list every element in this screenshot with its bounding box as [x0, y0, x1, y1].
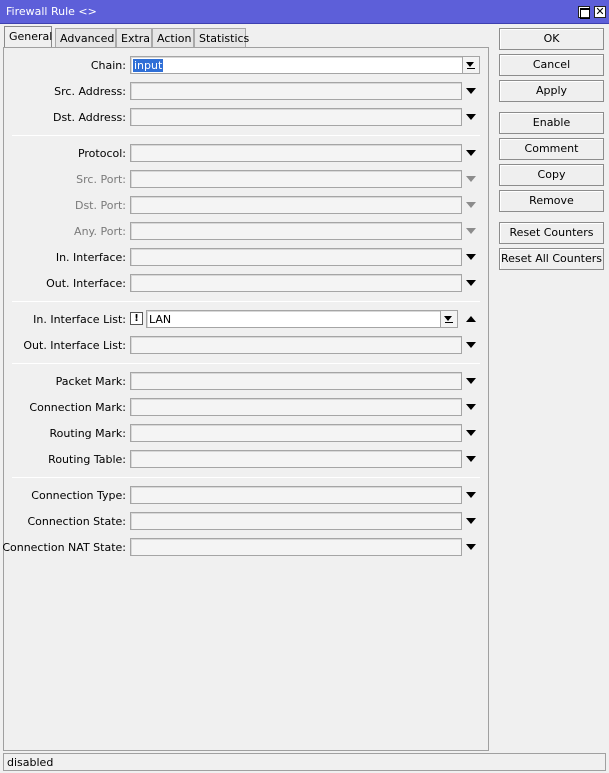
any-port-row [4, 222, 490, 242]
expand-arrow-icon [466, 228, 476, 234]
chain-label: Chain: [90, 59, 126, 72]
packet-mark-label: Packet Mark: [55, 375, 126, 388]
routing-table-field[interactable] [130, 450, 462, 468]
connection-nat-state-label: Connection NAT State: [2, 541, 126, 554]
dst-port-row [4, 196, 490, 216]
reset-counters-button[interactable]: Reset Counters [499, 222, 604, 244]
expand-arrow-icon[interactable] [466, 342, 476, 348]
expand-arrow-icon[interactable] [466, 518, 476, 524]
cancel-button[interactable]: Cancel [499, 54, 604, 76]
in-interface-field[interactable] [130, 248, 462, 266]
expand-arrow-icon[interactable] [466, 114, 476, 120]
any-port-field [130, 222, 462, 240]
expand-arrow-icon[interactable] [466, 404, 476, 410]
in-interface-list-row [4, 310, 490, 330]
expand-arrow-icon[interactable] [466, 254, 476, 260]
connection-type-row [4, 486, 490, 506]
expand-arrow-icon[interactable] [466, 88, 476, 94]
chain-row [4, 56, 490, 76]
maximize-icon[interactable] [578, 6, 590, 18]
routing-table-label: Routing Table: [48, 453, 126, 466]
packet-mark-row [4, 372, 490, 392]
protocol-row [4, 144, 490, 164]
expand-arrow-icon [466, 202, 476, 208]
expand-arrow-icon[interactable] [466, 280, 476, 286]
expand-arrow-icon[interactable] [466, 492, 476, 498]
expand-arrow-icon[interactable] [466, 150, 476, 156]
connection-nat-state-field[interactable] [130, 538, 462, 556]
dropdown-arrow-icon [444, 316, 452, 321]
src-port-row [4, 170, 490, 190]
tab-statistics[interactable]: Statistics [194, 28, 246, 48]
out-interface-label: Out. Interface: [46, 277, 126, 290]
dst-address-row [4, 108, 490, 128]
expand-arrow-icon[interactable] [466, 456, 476, 462]
tab-action[interactable]: Action [152, 28, 194, 48]
general-panel [3, 47, 489, 751]
in-interface-list-dropdown-button[interactable] [440, 311, 457, 327]
routing-mark-field[interactable] [130, 424, 462, 442]
connection-mark-row [4, 398, 490, 418]
out-interface-list-field[interactable] [130, 336, 462, 354]
close-icon[interactable]: ✕ [595, 5, 605, 18]
expand-arrow-icon[interactable] [466, 430, 476, 436]
tab-extra[interactable]: Extra [116, 28, 152, 48]
src-address-field[interactable] [130, 82, 462, 100]
enable-button[interactable]: Enable [499, 112, 604, 134]
src-port-label: Src. Port: [76, 173, 126, 186]
routing-mark-row [4, 424, 490, 444]
reset-all-counters-button[interactable]: Reset All Counters [499, 248, 604, 270]
status-text: disabled [7, 756, 54, 769]
routing-mark-label: Routing Mark: [49, 427, 126, 440]
separator [12, 363, 480, 364]
window-title: Firewall Rule <> [6, 5, 97, 18]
connection-state-row [4, 512, 490, 532]
status-bar [3, 753, 606, 771]
any-port-label: Any. Port: [74, 225, 126, 238]
src-address-label: Src. Address: [54, 85, 126, 98]
negate-toggle[interactable]: ! [130, 312, 143, 325]
src-address-row [4, 82, 490, 102]
expand-arrow-icon [466, 176, 476, 182]
apply-button[interactable]: Apply [499, 80, 604, 102]
expand-arrow-icon[interactable] [466, 378, 476, 384]
dst-address-field[interactable] [130, 108, 462, 126]
dropdown-bar-icon [467, 68, 475, 69]
protocol-field[interactable] [130, 144, 462, 162]
dst-port-label: Dst. Port: [74, 199, 126, 212]
out-interface-list-row [4, 336, 490, 356]
in-interface-list-value: LAN [149, 313, 172, 326]
dst-address-label: Dst. Address: [52, 111, 126, 124]
in-interface-list-combobox[interactable] [146, 310, 458, 328]
connection-type-label: Connection Type: [31, 489, 126, 502]
connection-nat-state-row [4, 538, 490, 558]
out-interface-list-label: Out. Interface List: [23, 339, 126, 352]
remove-button[interactable]: Remove [499, 190, 604, 212]
copy-button[interactable]: Copy [499, 164, 604, 186]
comment-button[interactable]: Comment [499, 138, 604, 160]
dropdown-arrow-icon [466, 62, 474, 67]
protocol-label: Protocol: [77, 147, 126, 160]
packet-mark-field[interactable] [130, 372, 462, 390]
in-interface-row [4, 248, 490, 268]
src-port-field [130, 170, 462, 188]
separator [12, 135, 480, 136]
dropdown-bar-icon [445, 322, 453, 323]
chain-value: input [134, 59, 163, 72]
connection-type-field[interactable] [130, 486, 462, 504]
in-interface-label: In. Interface: [55, 251, 126, 264]
routing-table-row [4, 450, 490, 470]
expand-arrow-icon[interactable] [466, 544, 476, 550]
out-interface-row [4, 274, 490, 294]
title-bar [0, 0, 609, 24]
tab-advanced[interactable]: Advanced [55, 28, 116, 48]
tab-general[interactable]: General [4, 26, 52, 49]
chain-dropdown-button[interactable] [462, 57, 479, 73]
chain-combobox[interactable] [130, 56, 480, 74]
separator [12, 301, 480, 302]
ok-button[interactable]: OK [499, 28, 604, 50]
connection-state-label: Connection State: [27, 515, 126, 528]
out-interface-field[interactable] [130, 274, 462, 292]
connection-mark-field[interactable] [130, 398, 462, 416]
collapse-arrow-icon[interactable] [466, 316, 476, 322]
dst-port-field [130, 196, 462, 214]
connection-state-field[interactable] [130, 512, 462, 530]
separator [12, 477, 480, 478]
connection-mark-label: Connection Mark: [29, 401, 126, 414]
in-interface-list-label: In. Interface List: [33, 313, 126, 326]
